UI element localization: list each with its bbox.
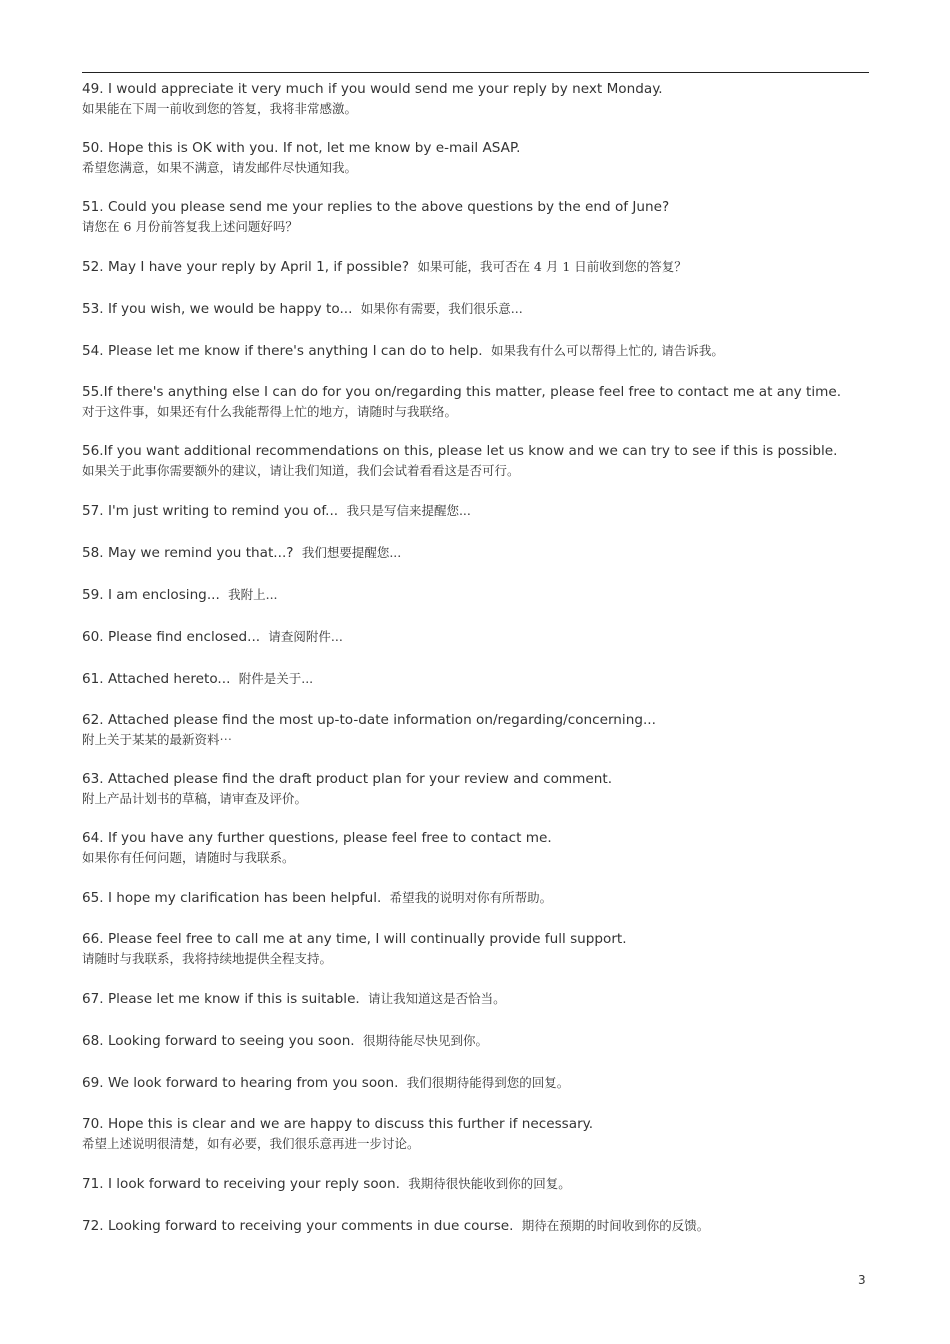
phrase-chinese: 附上产品计划书的草稿，请审查及评价。 [82, 791, 308, 806]
phrase-entry-67 [82, 989, 862, 1009]
phrase-entry-50 [82, 139, 862, 177]
phrase-english: 72. Looking forward to receiving your comments in due course. [82, 1218, 514, 1234]
phrase-entry-70 [82, 1115, 862, 1153]
phrase-english: 71. I look forward to receiving your reply soon. [82, 1176, 400, 1192]
phrase-english: 51. Could you please send me your replies to the above questions by the end of June? [82, 199, 670, 215]
phrase-chinese: 请让我知道这是否恰当。 [368, 991, 506, 1006]
phrase-chinese: 如果你有需要，我们很乐意... [360, 301, 523, 316]
phrase-entry-52 [82, 257, 862, 277]
header-rule [82, 72, 869, 73]
phrase-english: 62. Attached please find the most up-to-date information on/regarding/concerning... [82, 712, 656, 728]
phrase-english: 67. Please let me know if this is suitable. [82, 991, 360, 1007]
phrase-entry-59 [82, 585, 862, 605]
phrase-english: 50. Hope this is OK with you. If not, let me know by e-mail ASAP. [82, 140, 521, 156]
phrase-chinese: 希望您满意，如果不满意，请发邮件尽快通知我。 [82, 160, 358, 175]
phrase-chinese: 请随时与我联系，我将持续地提供全程支持。 [82, 951, 333, 966]
phrase-chinese: 如果关于此事你需要额外的建议，请让我们知道，我们会试着看看这是否可行。 [82, 463, 520, 478]
phrase-english: 52. May I have your reply by April 1, if possible? [82, 259, 410, 275]
phrase-english: 64. If you have any further questions, please feel free to contact me. [82, 830, 552, 846]
phrase-chinese: 如果可能，我可否在 4 月 1 日前收到您的答复？ [417, 259, 687, 274]
phrase-entry-49 [82, 80, 862, 118]
phrase-chinese: 如果你有任何问题，请随时与我联系。 [82, 850, 295, 865]
phrase-entry-53 [82, 299, 862, 319]
phrase-chinese: 请查阅附件... [268, 629, 343, 644]
phrase-chinese: 请您在 6 月份前答复我上述问题好吗？ [82, 219, 298, 234]
phrase-entry-54 [82, 341, 862, 361]
phrase-entry-61 [82, 669, 862, 689]
phrase-english: 54. Please let me know if there's anything I can do to help. [82, 343, 483, 359]
phrase-chinese: 附件是关于... [238, 671, 314, 686]
phrase-chinese: 我们想要提醒您... [301, 545, 402, 560]
phrase-entry-60 [82, 627, 862, 647]
phrase-entry-58 [82, 543, 862, 563]
phrase-entry-68 [82, 1031, 862, 1051]
phrase-entry-72 [82, 1216, 862, 1236]
phrase-chinese: 附上关于某某的最新资料⋯ [82, 732, 233, 747]
phrase-entry-66 [82, 930, 862, 968]
phrase-english: 58. May we remind you that...? [82, 545, 294, 561]
phrase-english: 60. Please find enclosed... [82, 629, 261, 645]
phrase-english: 61. Attached hereto... [82, 671, 231, 687]
phrase-english: 69. We look forward to hearing from you soon. [82, 1075, 399, 1091]
phrase-english: 57. I'm just writing to remind you of... [82, 503, 339, 519]
phrase-chinese: 我只是写信来提醒您... [346, 503, 471, 518]
phrase-entry-62 [82, 711, 862, 749]
phrase-entry-56 [82, 442, 862, 480]
phrase-chinese: 如果我有什么可以帮得上忙的, 请告诉我。 [490, 343, 724, 358]
page-number: 3 [858, 1273, 866, 1287]
phrase-english: 59. I am enclosing... [82, 587, 220, 603]
phrase-english: 63. Attached please find the draft product plan for your review and comment. [82, 771, 613, 787]
phrase-chinese: 我期待很快能收到你的回复。 [408, 1176, 571, 1191]
phrase-entry-63 [82, 770, 862, 808]
phrase-english: 66. Please feel free to call me at any time, I will continually provide full support. [82, 931, 627, 947]
phrase-chinese: 我附上... [228, 587, 278, 602]
phrase-chinese: 对于这件事，如果还有什么我能帮得上忙的地方，请随时与我联络。 [82, 404, 458, 419]
phrase-chinese: 希望我的说明对你有所帮助。 [389, 890, 553, 905]
phrase-chinese: 很期待能尽快见到你。 [362, 1033, 488, 1048]
phrase-english: 49. I would appreciate it very much if you would send me your reply by next Monday. [82, 81, 663, 97]
phrase-english: 56.If you want additional recommendations on this, please let us know and we can try to see if this is possible. [82, 443, 838, 459]
phrase-english: 70. Hope this is clear and we are happy to discuss this further if necessary. [82, 1116, 594, 1132]
phrase-english: 55.If there's anything else I can do for you on/regarding this matter, please feel free to contact me at any time. [82, 384, 842, 400]
phrase-entry-64 [82, 829, 862, 867]
phrase-english: 53. If you wish, we would be happy to... [82, 301, 353, 317]
phrase-entry-57 [82, 501, 862, 521]
phrase-english: 68. Looking forward to seeing you soon. [82, 1033, 355, 1049]
phrase-list [82, 80, 862, 1258]
phrase-entry-55 [82, 383, 862, 421]
phrase-entry-51 [82, 198, 862, 236]
phrase-chinese: 希望上述说明很清楚，如有必要，我们很乐意再进一步讨论。 [82, 1136, 420, 1151]
phrase-entry-69 [82, 1073, 862, 1093]
phrase-chinese: 期待在预期的时间收到你的反馈。 [521, 1218, 710, 1233]
phrase-entry-65 [82, 888, 862, 908]
phrase-entry-71 [82, 1174, 862, 1194]
phrase-chinese: 我们很期待能得到您的回复。 [406, 1075, 570, 1090]
phrase-english: 65. I hope my clarification has been helpful. [82, 890, 382, 906]
phrase-chinese: 如果能在下周一前收到您的答复，我将非常感激。 [82, 101, 358, 116]
